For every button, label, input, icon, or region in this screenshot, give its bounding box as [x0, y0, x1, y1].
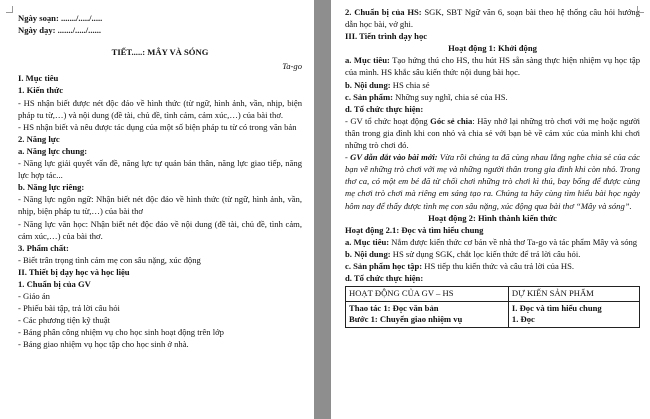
paragraph: - HS nhận biết được nét độc đáo về hình thức (từ ngữ, hình ảnh, vần, nhịp, biện pháp tu từ,…) và nội dung (đề tài, chủ đề, tình cảm, cảm xúc,…) của bài thơ. — [18, 97, 302, 120]
paragraph — [345, 6, 640, 30]
text: SGK, SBT Ngữ văn 6, soạn bài theo hệ thống câu hỏi hướng dẫn học bài, vở ghi. — [345, 7, 641, 30]
paragraph: - Năng lực ngôn ngữ: Nhận biết nét độc đáo về hình thức (từ ngữ, hình ảnh, vần, nhịp, biện pháp tu từ,…) của bài thơ — [18, 194, 302, 217]
text: Vừa rồi chúng ta đã cùng nhau lắng nghe chia sẻ của các bạn về những trò chơi với mẹ và những người thân trong gia đình khi còn nhỏ. Trong thơ ca, có một em bé đã từ chối chơi những trò chơi kì thú, bay bổng để được cùng mẹ chơi trò chơi mà riêng em sáng tạo ra. Chúng ta hãy cùng tìm hiểu bài học ngày hôm nay để thấy được tình mẹ con sâu nặng, xúc động qua bài thơ “Mây và sóng”. — [345, 152, 640, 211]
corner-crop-mark — [637, 6, 644, 13]
table-row — [346, 301, 640, 327]
list-item: - Các phương tiện kỹ thuật — [18, 315, 111, 326]
table-header-row — [346, 287, 640, 302]
paragraph — [345, 236, 640, 248]
paragraph — [345, 260, 640, 272]
subsection-heading: 1. Chuẩn bị của GV — [18, 278, 91, 289]
subsection-heading: d. Tổ chức thực hiện: — [345, 273, 424, 284]
subsection-heading: Hoạt động 2.1: Đọc và tìm hiểu chung — [345, 224, 484, 235]
text: HS tiếp thu kiến thức và câu trả lời của HS. — [422, 260, 575, 271]
paragraph — [345, 54, 640, 78]
table-cell — [508, 301, 639, 327]
label: a. Mục tiêu: — [345, 55, 390, 66]
corner-crop-mark — [6, 6, 13, 13]
text: Tạo hứng thú cho HS, thu hút HS sẵn sàng thực hiện nhiệm vụ học tập của mình. HS khắc sâu kiến thức nội dung bài học. — [345, 55, 641, 78]
text: HS sử dụng SGK, chắt lọc kiến thức để trả lời câu hỏi. — [390, 248, 581, 259]
activity-heading: Hoạt động 1: Khởi động — [448, 43, 537, 54]
subsection-heading: a. Năng lực chung: — [18, 145, 88, 156]
paragraph: - HS nhận biết và nêu được tác dụng của một số biện pháp tu từ có trong văn bản — [18, 121, 297, 132]
label: c. Sản phẩm: — [345, 91, 393, 102]
label: - GV dẫn dắt vào bài mới: — [345, 152, 438, 163]
section-heading: I. Mục tiêu — [18, 73, 59, 84]
date-taught-line: Ngày dạy: ......./...../...... — [18, 25, 102, 36]
lesson-title: TIẾT.....: MÂY VÀ SÓNG — [111, 47, 209, 58]
subsection-heading: b. Năng lực riêng: — [18, 182, 85, 193]
table-header-cell: DỰ KIẾN SẢN PHẨM — [508, 287, 639, 302]
paragraph — [345, 79, 640, 91]
paragraph — [345, 91, 640, 103]
text: Nắm được kiến thức cơ bản về nhà thơ Ta-go và tác phẩm Mây và sóng — [389, 236, 638, 247]
activity-table — [345, 286, 640, 328]
label: b. Nội dung: — [345, 79, 391, 90]
list-item: - Giáo án — [18, 291, 50, 302]
subsection-heading: 3. Phẩm chất: — [18, 242, 69, 253]
paragraph: - Năng lực văn học: Nhận biết nét độc đáo về nội dung (đề tài, chủ đề, tình cảm, cảm xúc,…) của bài thơ. — [18, 218, 302, 241]
cell-text: 1. Đọc — [511, 314, 535, 325]
list-item: - Phiếu bài tập, trả lời câu hỏi — [18, 303, 120, 314]
label: c. Sản phẩm học tập: — [345, 260, 423, 271]
text: HS chia sẻ — [390, 79, 430, 90]
table-header-cell: HOẠT ĐỘNG CỦA GV – HS — [346, 287, 509, 302]
label: a. Mục tiêu: — [345, 236, 390, 247]
paragraph — [345, 115, 640, 151]
label: 2. Chuẩn bị của HS: — [345, 7, 422, 17]
section-heading: III. Tiến trình dạy học — [345, 31, 428, 42]
label: b. Nội dung: — [345, 248, 391, 259]
activity-heading: Hoạt động 2: Hình thành kiến thức — [428, 212, 557, 223]
author-name: Ta-go — [282, 61, 302, 72]
document-page-left — [0, 0, 314, 419]
paragraph: - Biết trân trọng tình cảm mẹ con sâu nặng, xúc động — [18, 254, 201, 265]
cell-text: Bước 1: Chuyển giao nhiệm vụ — [349, 314, 463, 325]
paragraph — [345, 151, 640, 211]
label: Góc sẻ chia — [430, 115, 473, 126]
text: - GV tổ chức hoạt động — [345, 115, 431, 126]
paragraph — [345, 248, 640, 260]
section-heading: II. Thiết bị dạy học và học liệu — [18, 266, 130, 277]
paragraph: - Năng lực giải quyết vấn đề, năng lực tự quản bản thân, năng lực giao tiếp, năng lực hợp tác... — [18, 158, 302, 181]
cell-text: Thao tác 1: Đọc văn bản — [349, 302, 439, 313]
list-item: - Bảng phân công nhiệm vụ cho học sinh hoạt động trên lớp — [18, 327, 224, 338]
table-cell — [346, 301, 509, 327]
document-page-right — [331, 0, 650, 419]
text: Những suy nghĩ, chia sẻ của HS. — [393, 91, 508, 102]
cell-text: I. Đọc và tìm hiểu chung — [511, 302, 602, 313]
date-prepared-line: Ngày soạn: ......./...../..... — [18, 13, 103, 23]
subsection-heading: 2. Năng lực — [18, 133, 60, 144]
subsection-heading: d. Tổ chức thực hiện: — [345, 103, 424, 114]
list-item: - Bảng giao nhiệm vụ học tập cho học sinh ở nhà. — [18, 339, 189, 350]
subsection-heading: 1. Kiến thức — [18, 85, 64, 96]
text: : Hãy nhớ lại những trò chơi với mẹ hoặc người thân trong gia đình khi con nhỏ và chia sẻ với bạn bè về cảm xúc của mình khi chơi những trò chơi đó. — [345, 115, 640, 151]
